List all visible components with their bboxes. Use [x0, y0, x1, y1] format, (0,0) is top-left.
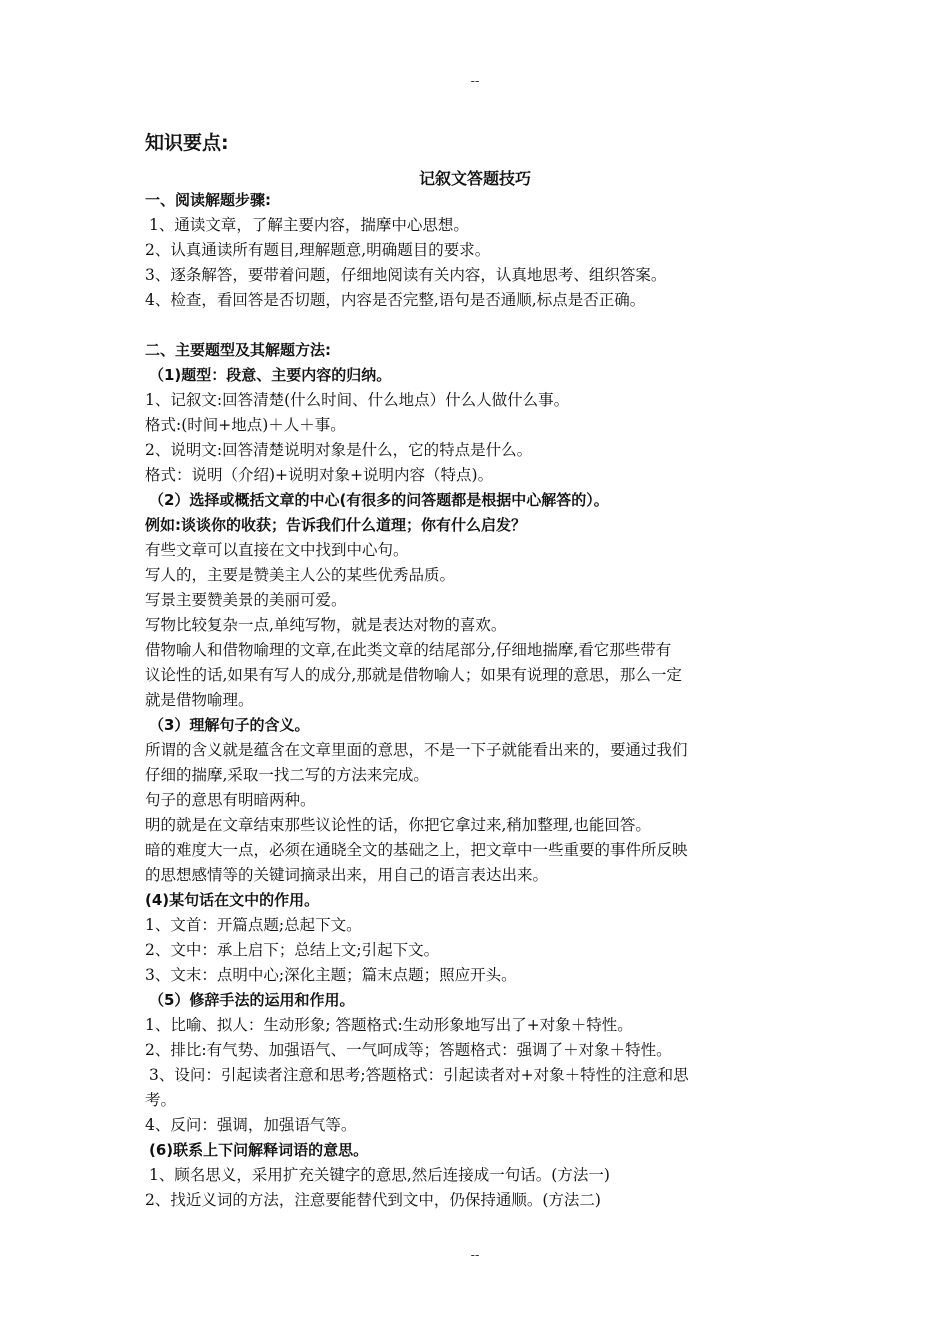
subsection-heading: （5）修辞手法的运用和作用。 — [149, 991, 355, 1009]
section-heading: 一、阅读解题步骤: — [145, 191, 271, 209]
text-line: 考。 — [145, 1091, 177, 1109]
text-line: 句子的意思有明暗两种。 — [145, 791, 316, 809]
text-line: 2、文中：承上启下；总结上文;引起下文。 — [145, 941, 440, 959]
subsection-heading: （1)题型：段意、主要内容的归纳。 — [149, 366, 392, 384]
text-line: 借物喻人和借物喻理的文章,在此类文章的结尾部分,仔细地揣摩,看它那些带有 — [145, 641, 672, 659]
subsection-heading: （2）选择或概括文章的中心(有很多的问答题都是根据中心解答的）。 — [149, 491, 609, 509]
subsection-heading: (4)某句话在文中的作用。 — [145, 891, 320, 909]
subsection-heading: （3）理解句子的含义。 — [149, 716, 310, 734]
text-line: 写景主要赞美景的美丽可爱。 — [145, 591, 347, 609]
text-line: 1、记叙文:回答清楚(什么时间、什么地点）什么人做什么事。 — [145, 391, 570, 409]
text-line: 明的就是在文章结束那些议论性的话，你把它拿过来,稍加整理,也能回答。 — [145, 816, 651, 834]
text-line: 1、通读文章，了解主要内容，揣摩中心思想。 — [149, 216, 469, 234]
text-line: 3、设问：引起读者注意和思考;答题格式：引起读者对+对象＋特性的注意和思 — [149, 1066, 689, 1084]
text-line: 2、排比:有气势、加强语气、一气呵成等；答题格式：强调了＋对象＋特性。 — [145, 1041, 672, 1059]
text-line: 1、文首：开篇点题;总起下文。 — [145, 916, 362, 934]
text-line: 3、逐条解答，要带着问题，仔细地阅读有关内容，认真地思考、组织答案。 — [145, 266, 667, 284]
document-body — [145, 188, 815, 1213]
text-line: 的思想感情等的关键词摘录出来，用自己的语言表达出来。 — [145, 866, 549, 884]
page-bottom-marker: -- — [470, 1248, 480, 1263]
text-line: 2、找近义词的方法，注意要能替代到文中，仍保持通顺。(方法二) — [145, 1191, 601, 1209]
subsection-heading: (6)联系上下问解释词语的意思。 — [149, 1141, 369, 1159]
text-line: 2、认真通读所有题目,理解题意,明确题目的要求。 — [145, 241, 491, 259]
section-heading: 二、主要题型及其解题方法: — [145, 341, 331, 359]
text-line: 1、比喻、拟人：生动形象; 答题格式:生动形象地写出了+对象＋特性。 — [145, 1016, 633, 1034]
text-line: 2、说明文:回答清楚说明对象是什么，它的特点是什么。 — [145, 441, 533, 459]
text-line: 仔细的揣摩,采取一找二写的方法来完成。 — [145, 766, 429, 784]
text-line: 4、检查，看回答是否切题，内容是否完整,语句是否通顺,标点是否正确。 — [145, 291, 646, 309]
text-line: 写物比较复杂一点,单纯写物，就是表达对物的喜欢。 — [145, 616, 507, 634]
text-line: 格式：说明（介绍)+说明对象+说明内容（特点)。 — [145, 466, 494, 484]
text-line: 格式:(时间+地点)＋人＋事。 — [145, 416, 346, 434]
text-line: 写人的，主要是赞美主人公的某些优秀品质。 — [145, 566, 456, 584]
text-line: 就是借物喻理。 — [145, 691, 254, 709]
text-line: 暗的难度大一点，必须在通晓全文的基础之上，把文章中一些重要的事件所反映 — [145, 841, 688, 859]
text-line: 议论性的话,如果有写人的成分,那就是借物喻人；如果有说理的意思，那么一定 — [145, 666, 682, 684]
text-line: 1、顾名思义，采用扩充关键字的意思,然后连接成一句话。(方法一) — [149, 1166, 610, 1184]
text-line: 3、文末：点明中心;深化主题；篇末点题；照应开头。 — [145, 966, 517, 984]
document-title: 记叙文答题技巧 — [418, 169, 531, 188]
text-line: 有些文章可以直接在文中找到中心句。 — [145, 541, 409, 559]
example-line: 例如:谈谈你的收获；告诉我们什么道理；你有什么启发？ — [145, 516, 527, 534]
knowledge-points-heading: 知识要点: — [145, 132, 229, 154]
text-line: 4、反问：强调，加强语气等。 — [145, 1116, 357, 1134]
blank-line — [145, 313, 815, 338]
page-top-marker: -- — [470, 74, 480, 89]
text-line: 所谓的含义就是蕴含在文章里面的意思，不是一下子就能看出来的，要通过我们 — [145, 741, 688, 759]
